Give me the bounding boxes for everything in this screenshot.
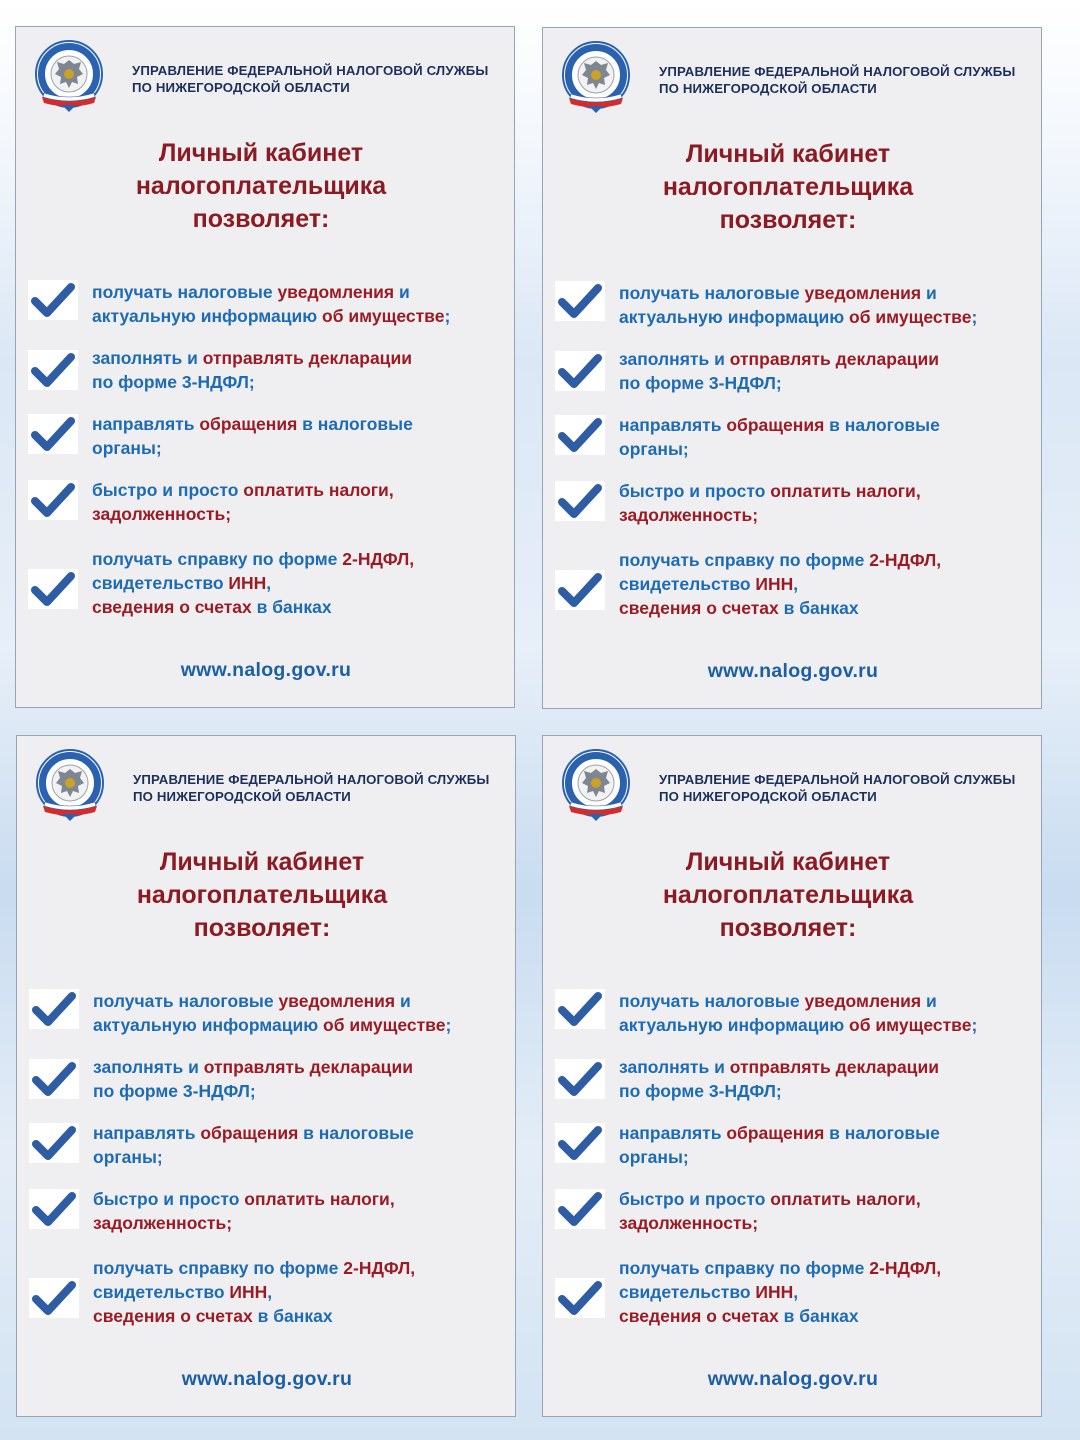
fns-emblem-icon [561, 748, 631, 822]
org-name-line2: ПО НИЖЕГОРОДСКОЙ ОБЛАСТИ [659, 789, 877, 804]
title-line1: Личный кабинет [685, 140, 891, 168]
title-line1: Личный кабинет [159, 848, 365, 876]
card-title [27, 846, 497, 945]
checkmark-icon [555, 481, 605, 521]
list-item-text: направлять обращения в налоговые органы; [619, 415, 940, 459]
organization-name [659, 771, 1039, 805]
org-name-line1: УПРАВЛЕНИЕ ФЕДЕРАЛЬНОЙ НАЛОГОВОЙ СЛУЖБЫ [133, 772, 490, 787]
checkmark-icon [555, 351, 605, 391]
list-item-text: заполнять и отправлять декларации по форме 3-НДФЛ; [92, 348, 412, 392]
checkmark-icon [29, 1189, 79, 1229]
list-item-text: быстро и просто оплатить налоги, задолженность; [92, 480, 394, 524]
list-item-text: получать справку по форме 2-НДФЛ, свидетельство ИНН, сведения о счетах в банках [92, 549, 415, 617]
checkmark-icon [555, 281, 605, 321]
organization-name [659, 63, 1039, 97]
list-item-text: получать налоговые уведомления и актуальную информацию об имуществе; [619, 283, 978, 327]
list-item-text: направлять обращения в налоговые органы; [619, 1123, 940, 1167]
checkmark-icon [555, 1278, 605, 1318]
checkmark-icon [28, 569, 78, 609]
checkmark-icon [29, 989, 79, 1029]
checkmark-icon [29, 1123, 79, 1163]
org-name-line1: УПРАВЛЕНИЕ ФЕДЕРАЛЬНОЙ НАЛОГОВОЙ СЛУЖБЫ [659, 64, 1016, 79]
checkmark-icon [555, 570, 605, 610]
website-link[interactable]: www.nalog.gov.ru [707, 1368, 879, 1390]
leaflet-card [16, 735, 516, 1417]
list-item-text: заполнять и отправлять декларации по форме 3-НДФЛ; [619, 1057, 939, 1101]
org-name-line1: УПРАВЛЕНИЕ ФЕДЕРАЛЬНОЙ НАЛОГОВОЙ СЛУЖБЫ [659, 772, 1016, 787]
card-title [26, 137, 496, 236]
checkmark-icon [28, 350, 78, 390]
title-line3: позволяет: [192, 205, 330, 233]
list-item-text: получать налоговые уведомления и актуальную информацию об имуществе; [93, 991, 452, 1035]
checkmark-icon [29, 1059, 79, 1099]
org-name-line2: ПО НИЖЕГОРОДСКОЙ ОБЛАСТИ [132, 80, 350, 95]
fns-emblem-icon [35, 748, 105, 822]
website-link[interactable]: www.nalog.gov.ru [181, 1368, 353, 1390]
checkmark-icon [555, 1123, 605, 1163]
card-title [553, 138, 1023, 237]
title-line3: позволяет: [193, 914, 331, 942]
list-item-text: быстро и просто оплатить налоги, задолженность; [619, 481, 921, 525]
list-item-text: быстро и просто оплатить налоги, задолженность; [619, 1189, 921, 1233]
checkmark-icon [28, 280, 78, 320]
website-link[interactable]: www.nalog.gov.ru [180, 659, 352, 681]
list-item-text: получать налоговые уведомления и актуальную информацию об имуществе; [619, 991, 978, 1035]
leaflet-card [542, 735, 1042, 1417]
list-item-text: заполнять и отправлять декларации по форме 3-НДФЛ; [93, 1057, 413, 1101]
org-name-line2: ПО НИЖЕГОРОДСКОЙ ОБЛАСТИ [659, 81, 877, 96]
list-item-text: направлять обращения в налоговые органы; [93, 1123, 414, 1167]
list-item-text: заполнять и отправлять декларации по форме 3-НДФЛ; [619, 349, 939, 393]
title-line2: налогоплательщика [136, 881, 388, 909]
checkmark-icon [555, 1189, 605, 1229]
organization-name [132, 62, 512, 96]
title-line2: налогоплательщика [662, 173, 914, 201]
org-name-line1: УПРАВЛЕНИЕ ФЕДЕРАЛЬНОЙ НАЛОГОВОЙ СЛУЖБЫ [132, 63, 489, 78]
title-line1: Личный кабинет [158, 139, 364, 167]
title-line2: налогоплательщика [662, 881, 914, 909]
title-line2: налогоплательщика [135, 172, 387, 200]
organization-name [133, 771, 513, 805]
checkmark-icon [555, 989, 605, 1029]
list-item-text: получать справку по форме 2-НДФЛ, свидетельство ИНН, сведения о счетах в банках [619, 550, 942, 618]
title-line3: позволяет: [719, 914, 857, 942]
checkmark-icon [29, 1278, 79, 1318]
list-item-text: получать налоговые уведомления и актуальную информацию об имуществе; [92, 282, 451, 326]
leaflet-card [15, 26, 515, 708]
checkmark-icon [555, 415, 605, 455]
list-item-text: получать справку по форме 2-НДФЛ, свидетельство ИНН, сведения о счетах в банках [619, 1258, 942, 1326]
card-title [553, 846, 1023, 945]
website-link[interactable]: www.nalog.gov.ru [707, 660, 879, 682]
fns-emblem-icon [34, 39, 104, 113]
checkmark-icon [28, 480, 78, 520]
list-item-text: быстро и просто оплатить налоги, задолженность; [93, 1189, 395, 1233]
list-item-text: получать справку по форме 2-НДФЛ, свидетельство ИНН, сведения о счетах в банках [93, 1258, 416, 1326]
leaflet-card [542, 27, 1042, 709]
checkmark-icon [555, 1059, 605, 1099]
org-name-line2: ПО НИЖЕГОРОДСКОЙ ОБЛАСТИ [133, 789, 351, 804]
checkmark-icon [28, 414, 78, 454]
title-line3: позволяет: [719, 206, 857, 234]
list-item-text: направлять обращения в налоговые органы; [92, 414, 413, 458]
fns-emblem-icon [561, 40, 631, 114]
title-line1: Личный кабинет [685, 848, 891, 876]
